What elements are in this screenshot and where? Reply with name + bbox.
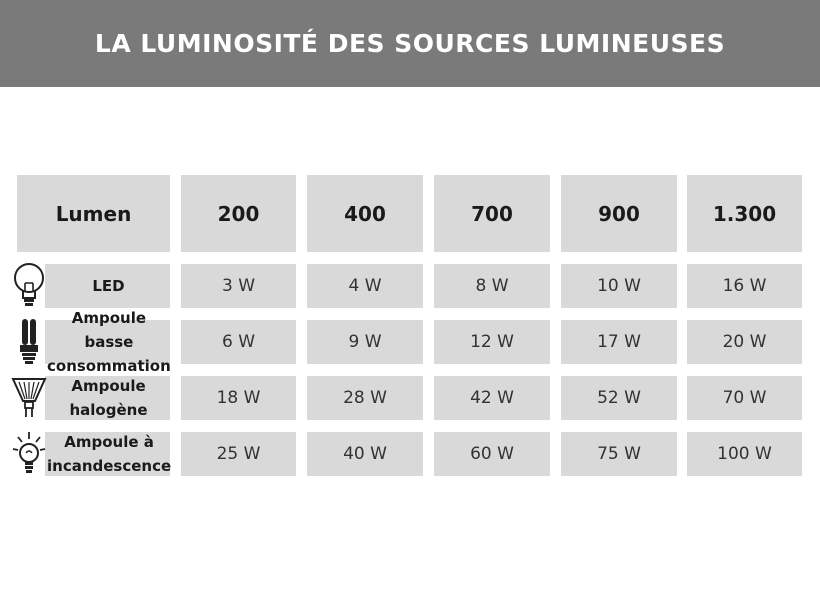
row-label-3 bbox=[11, 372, 170, 424]
row-label-text: LED bbox=[92, 277, 125, 295]
value-cell: 16 W bbox=[687, 264, 802, 308]
title-banner bbox=[0, 0, 820, 87]
value-cell: 60 W bbox=[434, 432, 550, 476]
value-cell: 42 W bbox=[434, 376, 550, 420]
value-cell: 100 W bbox=[687, 432, 802, 476]
led-bulb-icon bbox=[11, 261, 47, 311]
value-cell: 8 W bbox=[434, 264, 550, 308]
value-cell: 17 W bbox=[561, 320, 677, 364]
incandescent-bulb-icon bbox=[11, 429, 47, 479]
value-cell: 20 W bbox=[687, 320, 802, 364]
value-cell: 4 W bbox=[307, 264, 423, 308]
value-cell: 40 W bbox=[307, 432, 423, 476]
value-cell: 6 W bbox=[181, 320, 296, 364]
value-cell: 70 W bbox=[687, 376, 802, 420]
row-label-text: Ampoule basse consommation bbox=[47, 309, 171, 375]
header-lumen-3: 700 bbox=[434, 175, 550, 252]
value-cell: 28 W bbox=[307, 376, 423, 420]
value-cell: 10 W bbox=[561, 264, 677, 308]
value-cell: 9 W bbox=[307, 320, 423, 364]
value-cell: 52 W bbox=[561, 376, 677, 420]
header-lumen-5: 1.300 bbox=[687, 175, 802, 252]
row-label-4 bbox=[11, 428, 170, 480]
header-lumen-cell: Lumen bbox=[17, 175, 170, 252]
row-label-1 bbox=[11, 260, 170, 312]
value-cell: 75 W bbox=[561, 432, 677, 476]
header-lumen-2: 400 bbox=[307, 175, 423, 252]
value-cell: 12 W bbox=[434, 320, 550, 364]
halogen-bulb-icon bbox=[11, 373, 47, 423]
cfl-bulb-icon bbox=[11, 317, 47, 367]
value-cell: 18 W bbox=[181, 376, 296, 420]
value-cell: 3 W bbox=[181, 264, 296, 308]
header-lumen-4: 900 bbox=[561, 175, 677, 252]
row-label-2 bbox=[11, 309, 171, 375]
header-lumen-1: 200 bbox=[181, 175, 296, 252]
row-label-text: Ampoule à incandescence bbox=[47, 433, 172, 475]
row-label-text: Ampoule halogène bbox=[69, 377, 148, 419]
value-cell: 25 W bbox=[181, 432, 296, 476]
page-title: LA LUMINOSITÉ DES SOURCES LUMINEUSES bbox=[94, 29, 726, 58]
